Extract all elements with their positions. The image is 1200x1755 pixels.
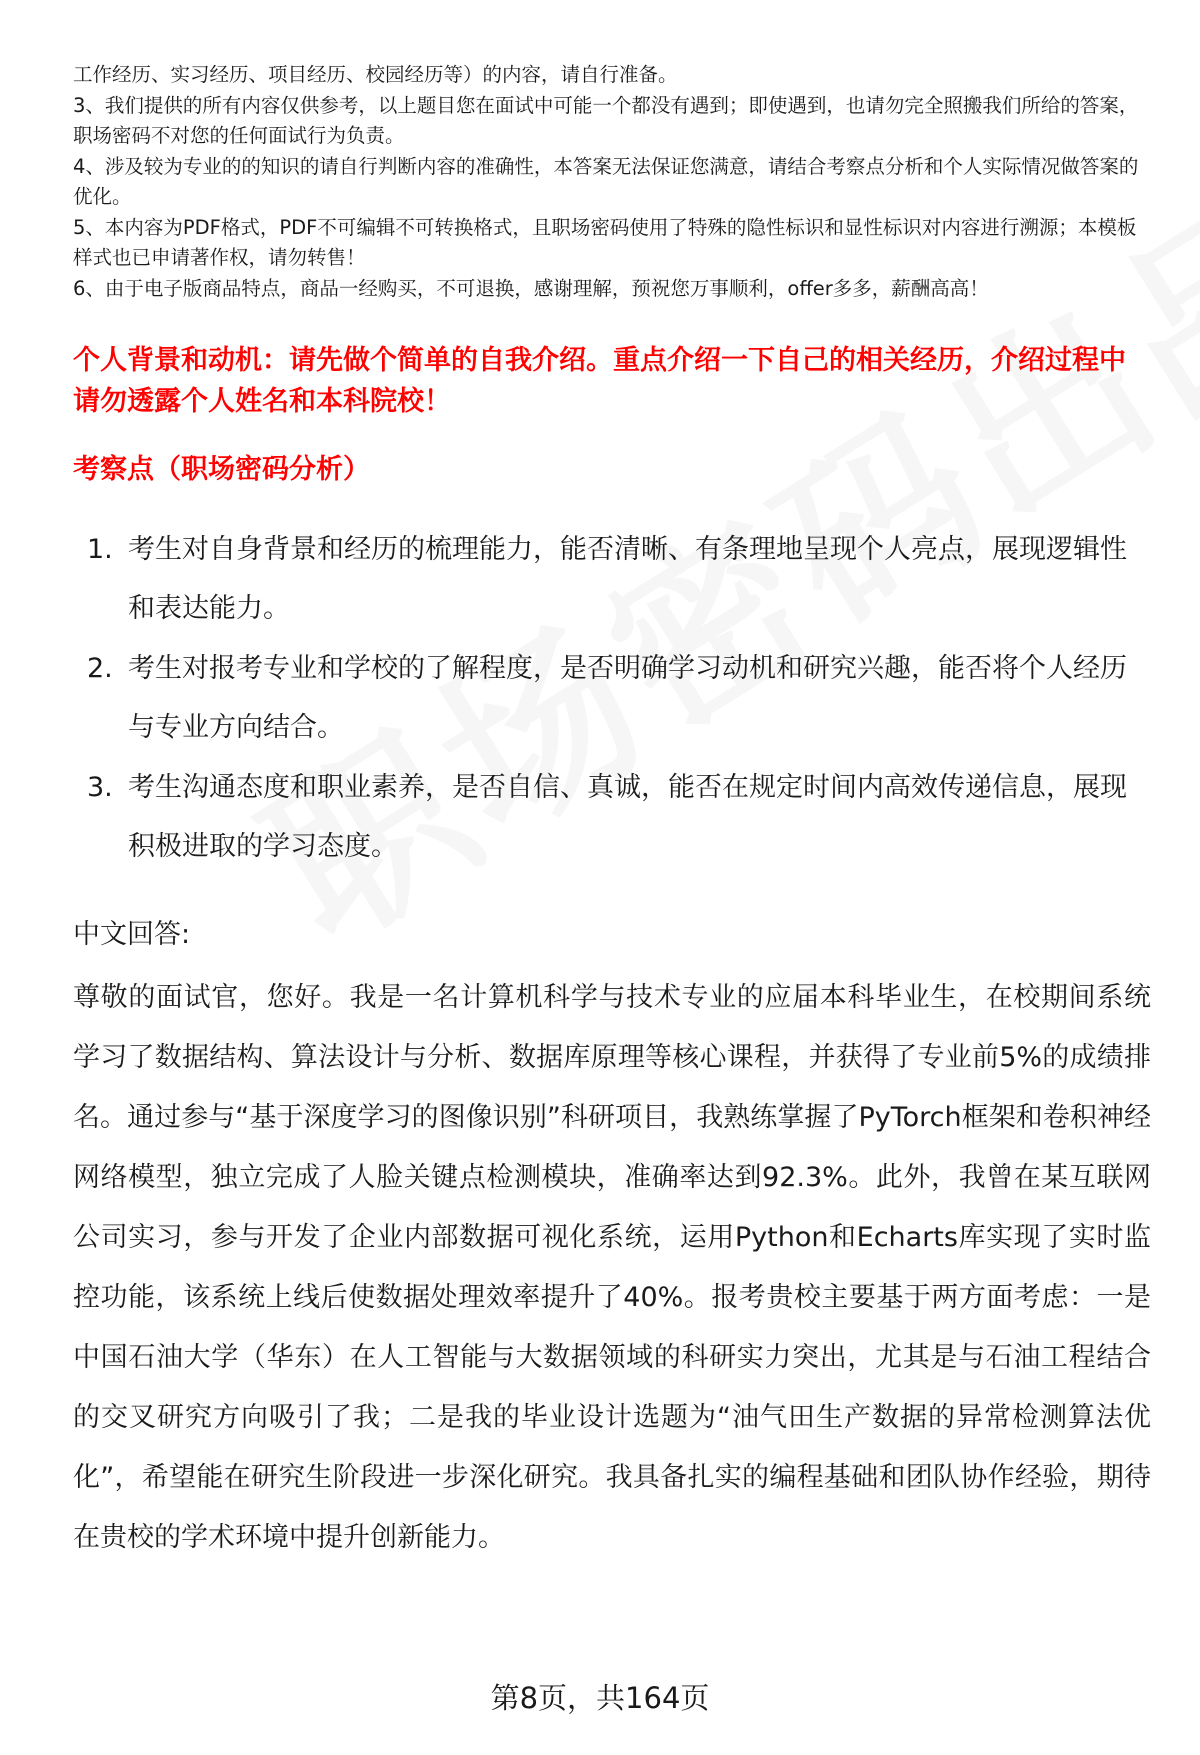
page-number: 第8页，共164页	[490, 1681, 710, 1715]
point-text: 考生沟通态度和职业素养，是否自信、真诚，能否在规定时间内高效传递信息，展现积极进取的学习态度。	[128, 772, 1127, 862]
note-line: 4、涉及较为专业的的知识的请自行判断内容的准确性，本答案无法保证您满意，请结合考察点分析和个人实际情况做答案的优化。	[73, 154, 1139, 208]
note-line: 工作经历、实习经历、项目经历、校园经历等）的内容，请自行准备。	[73, 63, 678, 86]
analysis-points	[73, 520, 1148, 877]
point-text: 考生对自身背景和经历的梳理能力，能否清晰、有条理地呈现个人亮点，展现逻辑性和表达能力。	[128, 534, 1127, 624]
answer-label: 中文回答:	[73, 919, 191, 950]
question-title: 个人背景和动机：请先做个简单的自我介绍。重点介绍一下自己的相关经历，介绍过程中请勿透露个人姓名和本科院校！	[73, 345, 1126, 417]
note-line: 3、我们提供的所有内容仅供参考，以上题目您在面试中可能一个都没有遇到；即使遇到，也请勿完全照搬我们所给的答案，职场密码不对您的任何面试行为负责。	[73, 93, 1139, 147]
answer-text: 尊敬的面试官，您好。我是一名计算机科学与技术专业的应届本科毕业生，在校期间系统学习了数据结构、算法设计与分析、数据库原理等核心课程，并获得了专业前5%的成绩排名。通过参与“基于深度学习的图像识别”科研项目，我熟练掌握了PyTorch框架和卷积神经网络模型，独立完成了人脸关键点检测模块，准确率达到92.3%。此外，我曾在某互联网公司实习，参与开发了企业内部数据可视化系统，运用Python和Echarts库实现了实时监控功能，该系统上线后使数据处理效率提升了40%。报考贵校主要基于两方面考虑：一是中国石油大学（华东）在人工智能与大数据领域的科研实力突出，尤其是与石油工程结合的交叉研究方向吸引了我；二是我的毕业设计选题为“油气田生产数据的异常检测算法优化”，希望能在研究生阶段进一步深化研究。我具备扎实的编程基础和团队协作经验，期待在贵校的学术环境中提升创新能力。	[73, 982, 1151, 1553]
analysis-point	[73, 758, 1148, 876]
point-number: 2.	[87, 653, 113, 684]
analysis-point	[73, 639, 1148, 757]
analysis-point	[73, 520, 1148, 638]
point-number: 3.	[87, 772, 113, 803]
note-line: 5、本内容为PDF格式，PDF不可编辑不可转换格式，且职场密码使用了特殊的隐性标识和显性标识对内容进行溯源；本模板样式也已申请著作权，请勿转售！	[73, 215, 1137, 269]
note-line: 6、由于电子版商品特点，商品一经购买，不可退换，感谢理解，预祝您万事顺利，offer多多，薪酬高高！	[73, 276, 989, 300]
point-number: 1.	[87, 534, 113, 565]
point-text: 考生对报考专业和学校的了解程度，是否明确学习动机和研究兴趣，能否将个人经历与专业方向结合。	[128, 653, 1127, 743]
notes-section	[73, 60, 1153, 304]
analysis-heading: 考察点（职场密码分析）	[73, 454, 370, 485]
